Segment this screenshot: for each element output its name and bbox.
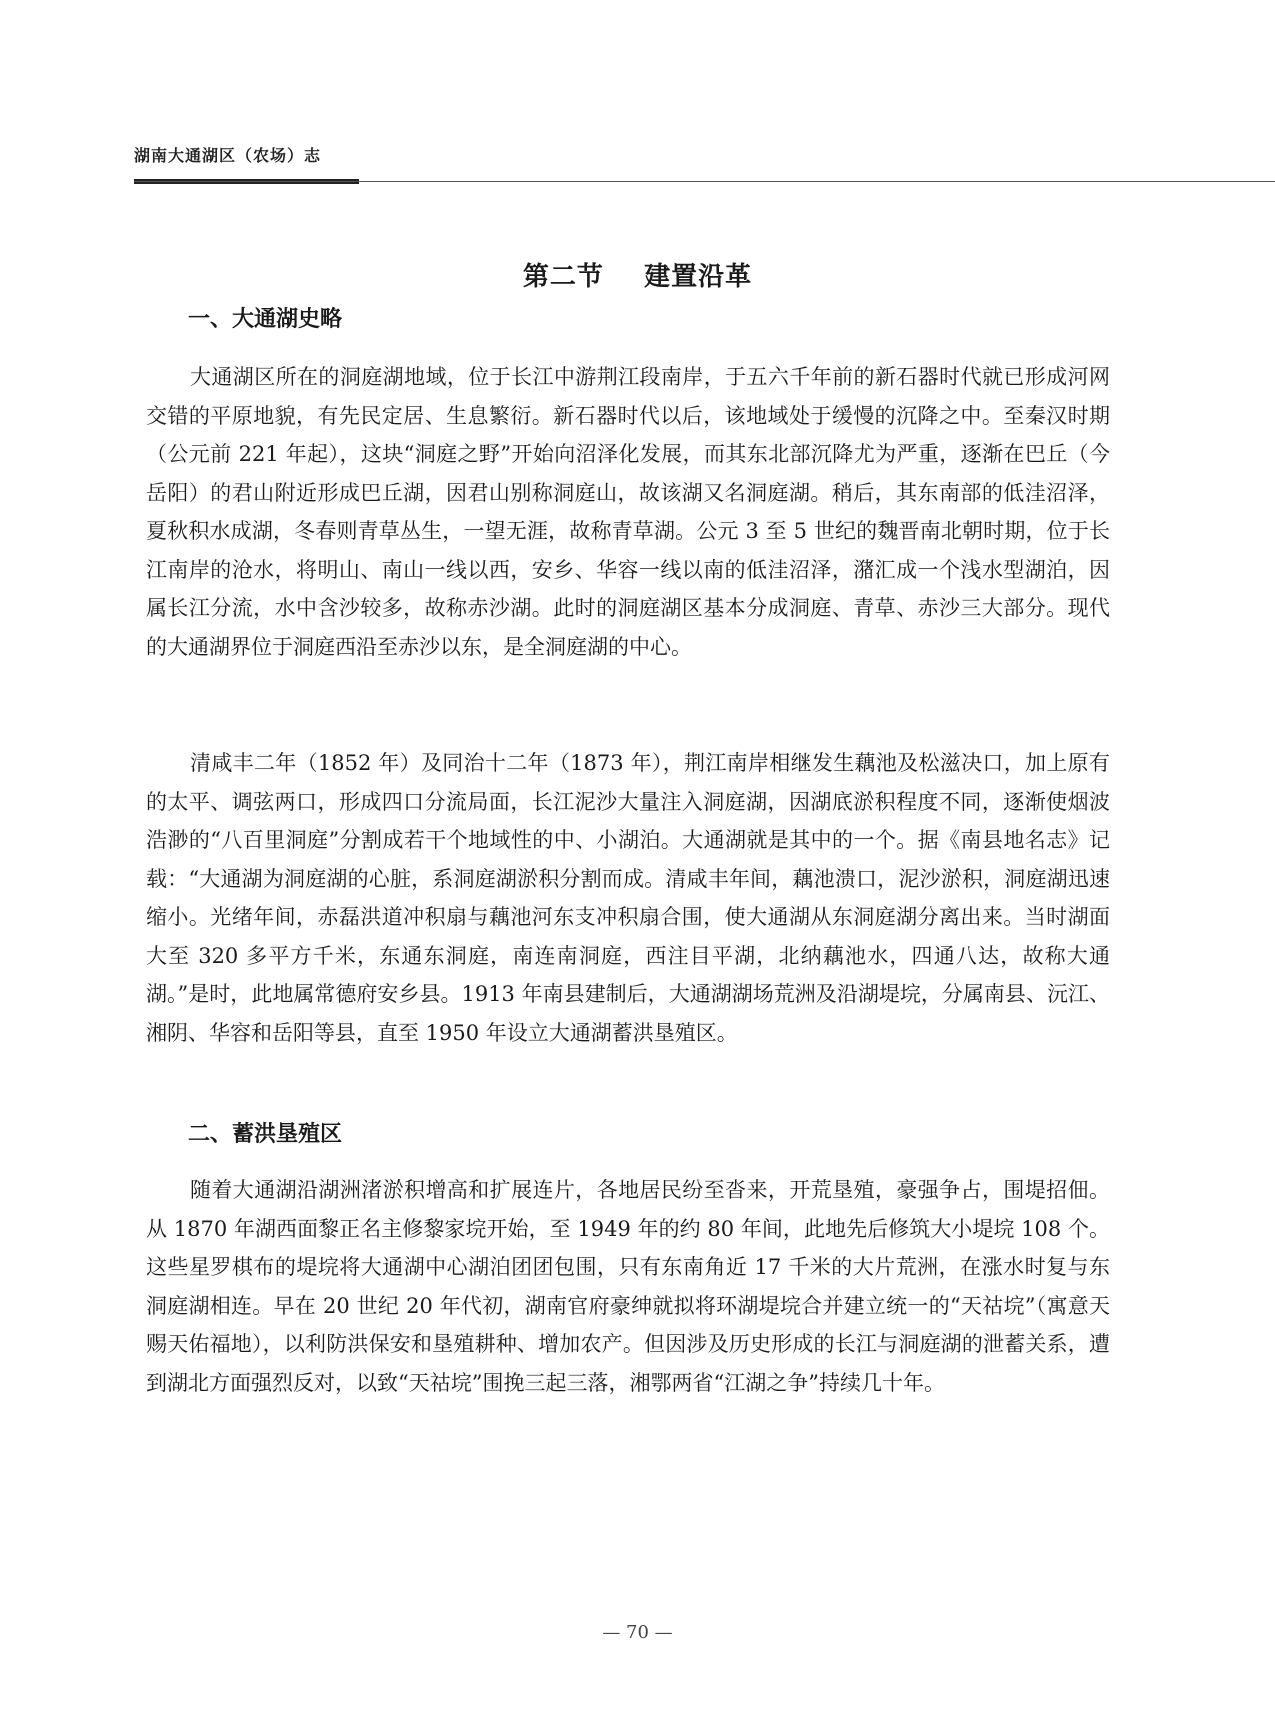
page-number: — 70 — [602,1622,673,1643]
header-rule [134,181,1275,182]
paragraph-history-1: 大通湖区所在的洞庭湖地域，位于长江中游荆江段南岸，于五六千年前的新石器时代就已形成河网交错的平原地貌，有先民定居、生息繁衍。新石器时代以后，该地域处于缓慢的沉降之中。至秦汉时期（公元前 221 年起），这块“洞庭之野”开始向沼泽化发展，而其东北部沉降尤为严重，逐渐在巴丘（今岳阳）的君山附近形成巴丘湖，因君山别称洞庭山，故该湖又名洞庭湖。稍后，其东南部的低洼沼泽，夏秋积水成湖，冬春则青草丛生，一望无涯，故称青草湖。公元 3 至 5 世纪的魏晋南北朝时期，位于长江南岸的沧水，将明山、南山一线以西，安乡、华容一线以南的低洼沼泽，潴汇成一个浅水型湖泊，因属长江分流，水中含沙较多，故称赤沙湖。此时的洞庭湖区基本分成洞庭、青草、赤沙三大部分。现代的大通湖界位于洞庭西沿至赤沙以东，是全洞庭湖的中心。 [146,365,1110,659]
running-title: 湖南大通湖区（农场）志 [134,146,322,165]
paragraph-reclamation-1: 随着大通湖沿湖洲渚淤积增高和扩展连片，各地居民纷至沓来，开荒垦殖，豪强争占，围堤招佃。从 1870 年湖西面黎正名主修黎家垸开始，至 1949 年的约 80 年间，此地先后修筑大小堤垸 108 个。这些星罗棋布的堤垸将大通湖中心湖泊团团包围，只有东南角近 17 千米的大片荒洲，在涨水时复与东洞庭湖相连。早在 20 世纪 20 年代初，湖南官府豪绅就拟将环湖堤垸合并建立统一的“天祜垸”（寓意天赐天佑福地），以利防洪保安和垦殖耕种、增加农产。但因涉及历史形成的长江与洞庭湖的泄蓄关系，遭到湖北方面强烈反对，以致“天祜垸”围挽三起三落，湘鄂两省“江湖之争”持续几十年。 [146,1178,1110,1395]
paragraph-history-2: 清咸丰二年（1852 年）及同治十二年（1873 年），荆江南岸相继发生藕池及松滋决口，加上原有的太平、调弦两口，形成四口分流局面，长江泥沙大量注入洞庭湖，因湖底淤积程度不同，逐渐使烟波浩渺的“八百里洞庭”分割成若干个地域性的中、小湖泊。大通湖就是其中的一个。据《南县地名志》记载：“大通湖为洞庭湖的心脏，系洞庭湖淤积分割而成。清咸丰年间，藕池溃口，泥沙淤积，洞庭湖迅速缩小。光绪年间，赤磊洪道冲积扇与藕池河东支冲积扇合围，使大通湖从东洞庭湖分离出来。当时湖面大至 320 多平方千米，东通东洞庭，南连南洞庭，西注目平湖，北纳藕池水，四通八达，故称大通湖。”是时，此地属常德府安乡县。1913 年南县建制后，大通湖湖场荒洲及沿湖堤垸，分属南县、沅江、湘阴、华容和岳阳等县，直至 1950 年设立大通湖蓄洪垦殖区。 [146,751,1110,1045]
subsection-heading-history: 一、大通湖史略 [188,307,343,332]
subsection-heading-reclamation: 二、蓄洪垦殖区 [188,1122,343,1147]
section-title: 第二节 建置沿革 [522,262,753,292]
